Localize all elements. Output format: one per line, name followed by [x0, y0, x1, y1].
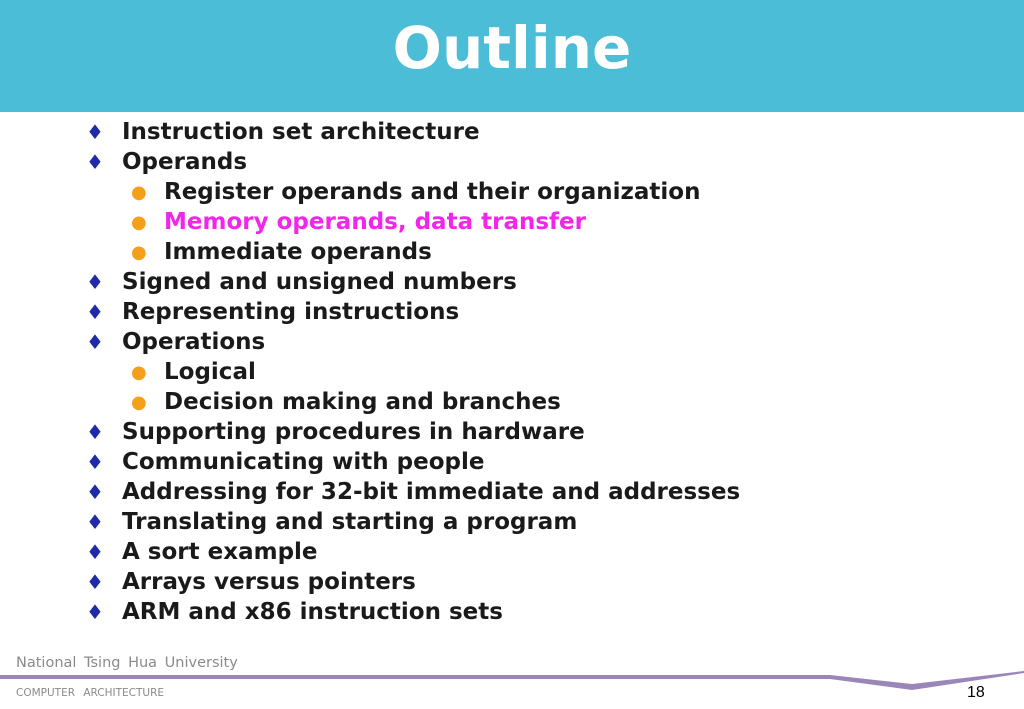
diamond-bullet-icon: ♦ — [86, 480, 104, 504]
outline-item-text: Register operands and their organization — [164, 179, 701, 205]
diamond-bullet-icon: ♦ — [86, 300, 104, 324]
diamond-bullet-icon: ♦ — [86, 540, 104, 564]
footer-course: COMPUTER ARCHITECTURE — [16, 687, 165, 699]
dot-bullet-icon: ● — [131, 362, 147, 383]
outline-item — [86, 507, 740, 537]
outline-item-text: A sort example — [122, 539, 318, 565]
outline-item-text: Decision making and branches — [164, 389, 561, 415]
diamond-bullet-icon: ♦ — [86, 270, 104, 294]
outline-item — [86, 327, 740, 357]
outline-item-text: Supporting procedures in hardware — [122, 419, 585, 445]
outline-item — [86, 537, 740, 567]
outline-item-text: Memory operands, data transfer — [164, 209, 586, 235]
diamond-bullet-icon: ♦ — [86, 570, 104, 594]
outline-list — [86, 117, 740, 627]
outline-item — [86, 297, 740, 327]
outline-item-text: Communicating with people — [122, 449, 485, 475]
title-bar — [0, 0, 1024, 112]
outline-item — [86, 267, 740, 297]
outline-item-text: Addressing for 32-bit immediate and addresses — [122, 479, 741, 505]
outline-item-text: Instruction set architecture — [122, 119, 480, 145]
dot-bullet-icon: ● — [131, 392, 147, 413]
outline-subitem — [86, 177, 740, 207]
outline-item-text: Signed and unsigned numbers — [122, 269, 517, 295]
outline-item-text: Translating and starting a program — [122, 509, 578, 535]
outline-item-text: ARM and x86 instruction sets — [122, 599, 503, 625]
dot-bullet-icon: ● — [131, 212, 147, 233]
diamond-bullet-icon: ♦ — [86, 150, 104, 174]
outline-subitem — [86, 357, 740, 387]
outline-item-text: Logical — [164, 359, 256, 385]
diamond-bullet-icon: ♦ — [86, 420, 104, 444]
outline-subitem — [86, 387, 740, 417]
outline-item — [86, 477, 740, 507]
outline-item — [86, 147, 740, 177]
outline-item — [86, 597, 740, 627]
diamond-bullet-icon: ♦ — [86, 330, 104, 354]
slide-title: Outline — [392, 14, 632, 82]
outline-item — [86, 117, 740, 147]
page-number: 18 — [967, 684, 985, 701]
outline-item-text: Arrays versus pointers — [122, 569, 416, 595]
outline-subitem — [86, 237, 740, 267]
outline-item-text: Operations — [122, 329, 266, 355]
outline-item — [86, 567, 740, 597]
outline-item — [86, 447, 740, 477]
outline-item — [86, 417, 740, 447]
outline-subitem — [86, 207, 740, 237]
diamond-bullet-icon: ♦ — [86, 600, 104, 624]
diamond-bullet-icon: ♦ — [86, 510, 104, 534]
dot-bullet-icon: ● — [131, 182, 147, 203]
dot-bullet-icon: ● — [131, 242, 147, 263]
outline-item-text: Immediate operands — [164, 239, 432, 265]
diamond-bullet-icon: ♦ — [86, 450, 104, 474]
outline-item-text: Representing instructions — [122, 299, 460, 325]
outline-item-text: Operands — [122, 149, 248, 175]
diamond-bullet-icon: ♦ — [86, 120, 104, 144]
footer-university: National Tsing Hua University — [16, 655, 238, 671]
